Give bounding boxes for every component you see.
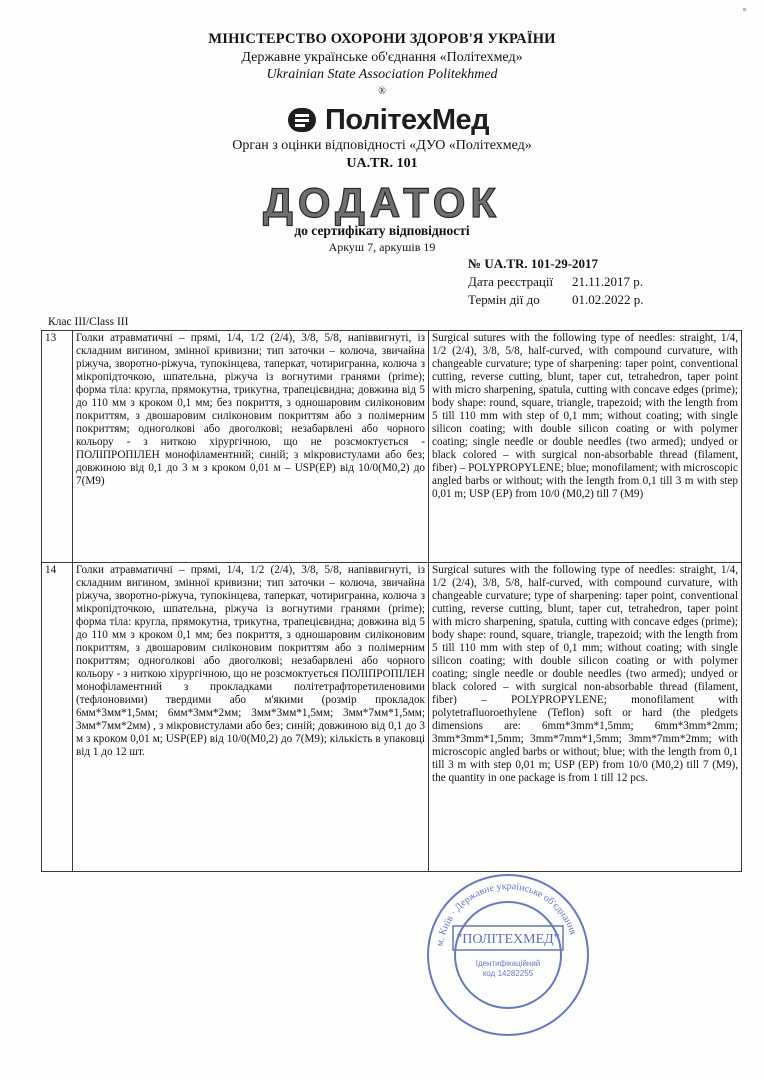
- product-description-en: Surgical sutures with the following type of needles: straight, 1/4, 1/2 (2/4), 3/8, 5/8, half-curved, with compound curvature, with changeable curvature; type of sharpening: taper point, conventional cutting, reverse cutting, blunt, taper cut, tetrahedron, taper point with micro sharpening, spatula, cutting with concave edges (prime); body shape: round, square, triangle, trapezoid; with the length from 5 till 110 mm with step of 0,1 mm; without coating; with single silicon coating; with double silicon coating or with polymer coating; single needle or double needles (two armed); undyed or black colored – with surgical non-absorbable thread (filament, fiber) – POLYPROPYLENE; blue; monofilament; with microscopic angled barbs or without; with the length from 0,1 till 3 m with step 0,01 m; USP (EP) from 10/0 (M0,2) till 7 (M9): [429, 331, 742, 563]
- class-label: Клас ІІІ/Class III: [48, 316, 129, 328]
- ministry-title: МІНІСТЕРСТВО ОХОРОНИ ЗДОРОВ'Я УКРАЇНИ: [208, 31, 556, 47]
- table-row: [42, 563, 742, 872]
- organ-name: Орган з оцінки відповідності «ДУО «Політехмед»: [232, 138, 532, 153]
- stamp-ring-text: м. Київ · Державне українське об'єднання: [434, 880, 579, 948]
- annex-subtitle: до сертифікату відповідності: [294, 223, 470, 238]
- official-stamp: [423, 870, 593, 1040]
- row-number: 14: [42, 563, 73, 872]
- validity-date-row: [468, 291, 644, 309]
- annex-title: [0, 175, 764, 227]
- validity-date-value: 01.02.2022 р.: [572, 292, 644, 307]
- organ-code: UA.TR. 101: [346, 156, 418, 171]
- table-row: [42, 331, 742, 563]
- registration-date-label: Дата реєстрації: [468, 274, 554, 289]
- certificate-info: [468, 255, 644, 309]
- politekhmed-logo-icon: [287, 105, 317, 135]
- association-name-en: Ukrainian State Association Politekhmed: [266, 67, 498, 82]
- stamp-id-line2: код 14282255: [482, 969, 534, 978]
- annex-title-graphic: [262, 175, 502, 227]
- registration-date-value: 21.11.2017 р.: [572, 274, 644, 289]
- logo-wordmark: ПолітехМед: [325, 103, 490, 136]
- association-name-ua: Державне українське об'єднання «Політехмед»: [241, 50, 523, 65]
- stamp-id-line1: Ідентифікаційний: [475, 959, 541, 968]
- product-description-en: Surgical sutures with the following type of needles: straight, 1/4, 1/2 (2/4), 3/8, 5/8, half-curved, with compound curvature, with changeable curvature; type of sharpening: taper point, conventional cutting, reverse cutting, blunt, taper cut, tetrahedron, taper point with micro sharpening, spatula, cutting with concave edges (prime); body shape: round, square, triangle, trapezoid; with the length from 5 till 110 mm with step of 0,1 mm; without coating; with single silicon coating; with double silicon coating or with polymer coating; single needle or double needles (two armed); undyed or black colored – with surgical non-absorbable thread (filament, fiber) – POLYPROPYLENE; monofilament with polytetrafluoroethylene (Teflon) soft or hard (the pledgets dimensions are: 6mm*3mm*1,5mm; 6mm*3mm*2mm; 3mm*3mm*1,5mm; 3mm*7mm*1,5mm; 3mm*7mm*2mm; with microscopic angled barbs or without; blue; with the length from 0,1 till 3 m with step 0,01 m; USP (EP) from 10/0 (M0,2) till 7 (M9), the quantity in one package is from 1 till 12 pcs.: [429, 563, 742, 872]
- product-description-ua: Голки атравматичні – прямі, 1/4, 1/2 (2/4), 3/8, 5/8, напіввигнуті, із складним вигином, змінної кривизни; тип заточки – колюча, звичайна ріжуча, зворотно-ріжуча, тупокінцева, таперкат, чотиригранна, колюча з мікропідточкою, шпательна, ріжуча із вогнутими гранями (prime); форма тіла: кругла, прямокутна, трикутна, трапецієвидна; довжина від 5 до 110 мм з кроком 0,1 мм; без покриття, з одношаровим силіконовим покриттям, з двошаровим силіконовим покриттям або з полімерним покриттям; одноголкові або двоголкові; незабарвлені або чорного кольору - з ниткою хірургічною, що не розсмоктується ПОЛІПРОПІЛЕН монофіламентний з прокладками політетрафторетиленовими (тефлоновими) твердими або м'якими (розмір прокладок 6мм*3мм*1,5мм; 6мм*3мм*2мм; 3мм*3мм*1,5мм; 3мм*7мм*1,5мм; 3мм*7мм*2мм) , з мікровистулами або без; синій; довжиною від 0,1 до 3 м з кроком 0,01 м; USP(EP) від 10/0(М0,2) до 7(М9); кількість в упаковці від 1 до 12 шт.: [73, 563, 429, 872]
- stamp-center-text: "ПОЛІТЕХМЕД": [456, 932, 560, 947]
- registration-date-row: [468, 273, 644, 291]
- politekhmed-logo: [287, 103, 489, 137]
- product-table: [41, 330, 742, 872]
- sheet-info: Аркуш 7, аркушів 19: [328, 240, 436, 254]
- validity-date-label: Термін дії до: [468, 292, 540, 307]
- certificate-number: № UA.TR. 101-29-2017: [468, 256, 599, 271]
- annex-title-text: ДОДАТОК: [262, 179, 502, 226]
- scan-speck: [743, 8, 746, 11]
- row-number: 13: [42, 331, 73, 563]
- product-description-ua: Голки атравматичні – прямі, 1/4, 1/2 (2/4), 3/8, 5/8, напіввигнуті, із складним вигином, змінної кривизни; тип заточки – колюча, звичайна ріжуча, зворотно-ріжуча, тупокінцева, таперкат, чотиригранна, колюча з мікропідточкою, шпательна, ріжуча із вогнутими гранями (prime); форма тіла: кругла, прямокутна, трикутна, трапецієвидна; довжина від 5 до 110 мм з кроком 0,1 мм; без покриття, з одношаровим силіконовим покриттям, з двошаровим силіконовим покриттям або з полімерним покриттям; одноголкові або двоголкові; незабарвлені або чорного кольору - з ниткою хірургічною, що не розсмоктується - ПОЛІПРОПІЛЕН монофіламентний; синій; з мікровистулами або без; довжиною від 0,1 до 3 м з кроком 0,01 м – USP(EP) від 10/0(М0,2) до 7(М9): [73, 331, 429, 563]
- registered-mark: ®: [378, 86, 386, 97]
